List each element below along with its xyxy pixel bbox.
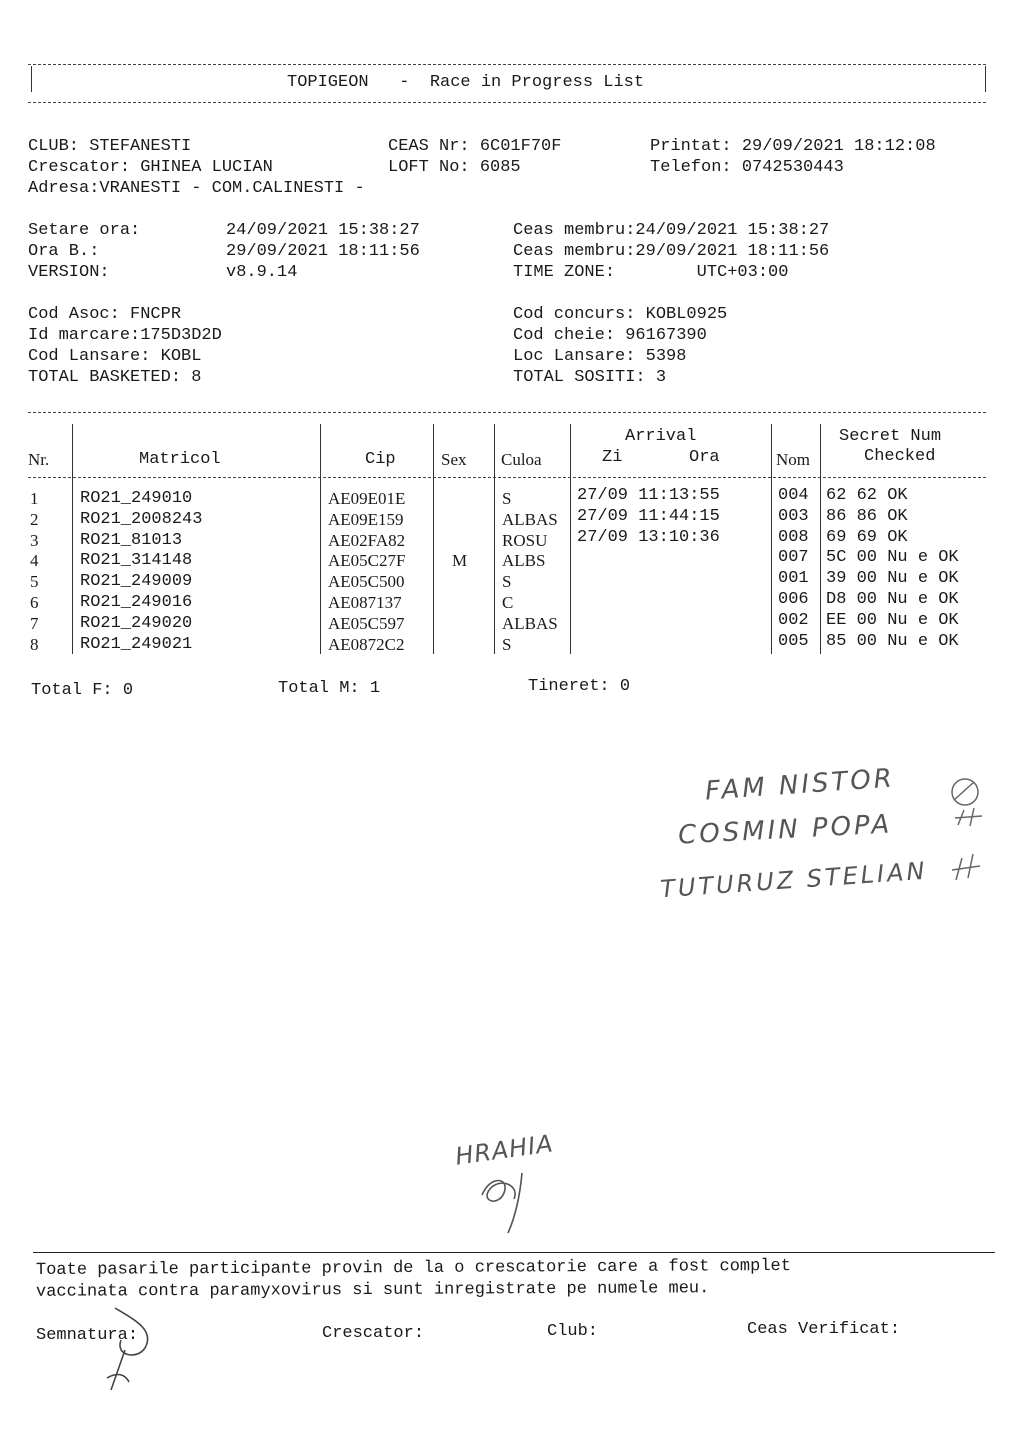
total-basketed-line: TOTAL BASKETED: 8 (28, 368, 202, 387)
loft-no-line: LOFT No: 6085 (388, 158, 521, 177)
header-right-border (985, 66, 986, 92)
cell-arrival: 27/09 11:13:55 (577, 486, 720, 505)
col-sep-culoa (494, 424, 495, 654)
cell-cip: AE087137 (328, 593, 402, 612)
cell-nr: 3 (30, 530, 39, 550)
cell-nr: 7 (30, 613, 39, 633)
cell-secret: 86 86 OK (826, 506, 908, 526)
header-ora: Ora (689, 448, 720, 467)
cod-cheie-line: Cod cheie: 96167390 (513, 326, 707, 345)
setare-ora-value: 24/09/2021 15:38:27 (226, 221, 420, 240)
cell-nr: 6 (30, 593, 39, 612)
handwritten-marks (940, 770, 1020, 900)
cell-cip: AE09E01E (328, 489, 406, 508)
total-sositi-line: TOTAL SOSITI: 3 (513, 368, 667, 387)
header-bottom-border (28, 102, 986, 103)
cell-nom: 008 (778, 527, 809, 547)
table-header-border (28, 477, 986, 478)
ceas-membru-1: Ceas membru:24/09/2021 15:38:27 (513, 221, 830, 240)
time-zone-line: TIME ZONE: UTC+03:00 (513, 263, 789, 282)
cell-culoa: C (502, 593, 514, 612)
header-zi: Zi (602, 448, 623, 467)
tineret: Tineret: 0 (528, 677, 631, 696)
header-sex: Sex (441, 450, 467, 469)
semnatura-label: Semnatura: (36, 1326, 139, 1345)
col-sep-nom (771, 424, 772, 654)
cell-matricol: RO21_81013 (80, 530, 183, 550)
club-label: Club: (547, 1322, 599, 1341)
cell-cip: AE02FA82 (328, 530, 406, 550)
cell-arrival: 27/09 13:10:36 (577, 527, 720, 547)
cell-matricol: RO21_314148 (80, 551, 193, 571)
col-sep-sex (433, 424, 434, 654)
handwritten-line-3: TUTURUZ STELIAN (659, 856, 929, 904)
footer-rule (33, 1252, 995, 1253)
cell-culoa: S (502, 572, 512, 592)
handwritten-line-2: COSMIN POPA (677, 809, 893, 851)
ceas-verificat-label: Ceas Verificat: (747, 1320, 901, 1339)
cell-nr: 4 (30, 551, 39, 571)
cell-secret: 69 69 OK (826, 527, 908, 547)
cell-matricol: RO21_249009 (80, 572, 193, 592)
cell-nr: 5 (30, 572, 39, 592)
signature-scribble (470, 1165, 550, 1245)
cell-cip: AE09E159 (328, 509, 404, 529)
cell-nom: 002 (778, 610, 809, 630)
vaccination-statement-1: Toate pasarile participante provin de la o crescatorie care a fost complet (35, 1257, 791, 1280)
cell-nom: 001 (778, 569, 809, 589)
id-marcare-line: Id marcare:175D3D2D (28, 326, 222, 345)
handwritten-line-1: FAM NISTOR (704, 763, 896, 807)
total-m: Total M: 1 (278, 679, 381, 698)
ora-b-label: Ora B.: (28, 242, 100, 261)
ceas-membru-2: Ceas membru:29/09/2021 18:11:56 (513, 242, 830, 261)
cell-matricol: RO21_249020 (80, 613, 193, 633)
cell-culoa: S (502, 634, 512, 654)
table-top-border (28, 412, 986, 413)
cell-cip: AE05C27F (328, 551, 406, 571)
cell-culoa: ALBAS (502, 509, 558, 529)
header-cip: Cip (365, 450, 396, 469)
footer-signature-scribble (95, 1300, 185, 1395)
cell-secret: D8 00 Nu e OK (826, 590, 959, 609)
header-left-border (31, 66, 32, 92)
cell-cip: AE0872C2 (328, 634, 405, 654)
header-top-border (28, 64, 986, 65)
version-label: VERSION: (28, 263, 110, 282)
vaccination-statement-2: vaccinata contra paramyxovirus si sunt inregistrate pe numele meu. (35, 1279, 710, 1302)
loc-lansare-line: Loc Lansare: 5398 (513, 347, 687, 366)
cell-matricol: RO21_249010 (80, 489, 193, 508)
version-value: v8.9.14 (226, 263, 298, 282)
cell-nom: 007 (778, 548, 809, 568)
club-line: CLUB: STEFANESTI (28, 137, 192, 156)
cell-secret: EE 00 Nu e OK (826, 610, 959, 630)
page-title: TOPIGEON - Race in Progress List (287, 73, 645, 92)
handwritten-signature-text: HRAHIA (453, 1129, 556, 1171)
header-arrival: Arrival (625, 427, 697, 446)
header-nr: Nr. (28, 450, 50, 469)
col-sep-arrival (570, 424, 571, 654)
col-sep-cip (320, 424, 321, 654)
header-matricol: Matricol (139, 450, 221, 469)
cell-secret: 62 62 OK (826, 486, 908, 505)
total-f: Total F: 0 (31, 681, 134, 700)
cell-matricol: RO21_249021 (80, 634, 193, 654)
cell-secret: 85 00 Nu e OK (826, 631, 959, 651)
telefon-line: Telefon: 0742530443 (650, 158, 844, 177)
header-culoa: Culoa (501, 450, 542, 469)
cell-nr: 8 (30, 634, 39, 654)
cell-nom: 004 (778, 486, 809, 505)
col-sep-secret (820, 424, 821, 654)
crescator-label: Crescator: (322, 1324, 425, 1343)
ceas-nr-line: CEAS Nr: 6C01F70F (388, 137, 562, 156)
cell-secret: 39 00 Nu e OK (826, 569, 959, 589)
header-secret-num: Secret Num (839, 427, 942, 446)
crescator-line: Crescator: GHINEA LUCIAN (28, 158, 273, 177)
cell-culoa: ALBAS (502, 613, 558, 633)
printat-line: Printat: 29/09/2021 18:12:08 (650, 137, 936, 156)
cod-concurs-line: Cod concurs: KOBL0925 (513, 305, 728, 324)
cell-secret: 5C 00 Nu e OK (826, 548, 959, 568)
cell-culoa: ALBS (502, 551, 546, 571)
cell-nr: 1 (30, 489, 39, 508)
cell-nom: 005 (778, 631, 809, 651)
setare-ora-label: Setare ora: (28, 221, 141, 240)
cell-nom: 006 (778, 590, 809, 609)
cell-matricol: RO21_249016 (80, 593, 193, 612)
adresa-line: Adresa:VRANESTI - COM.CALINESTI - (28, 179, 365, 198)
cell-cip: AE05C500 (328, 572, 405, 592)
cell-sex: M (452, 551, 468, 571)
cod-asoc-line: Cod Asoc: FNCPR (28, 305, 182, 324)
ora-b-value: 29/09/2021 18:11:56 (226, 242, 420, 261)
header-checked: Checked (864, 447, 936, 466)
cell-matricol: RO21_2008243 (80, 509, 203, 529)
header-nom: Nom (776, 450, 810, 469)
cell-nr: 2 (30, 509, 39, 529)
cell-cip: AE05C597 (328, 613, 405, 633)
col-sep-matricol (72, 424, 73, 654)
cell-nom: 003 (778, 506, 809, 526)
cell-culoa: ROSU (502, 530, 548, 550)
cell-arrival: 27/09 11:44:15 (577, 506, 720, 526)
cod-lansare-line: Cod Lansare: KOBL (28, 347, 202, 366)
cell-culoa: S (502, 489, 512, 508)
